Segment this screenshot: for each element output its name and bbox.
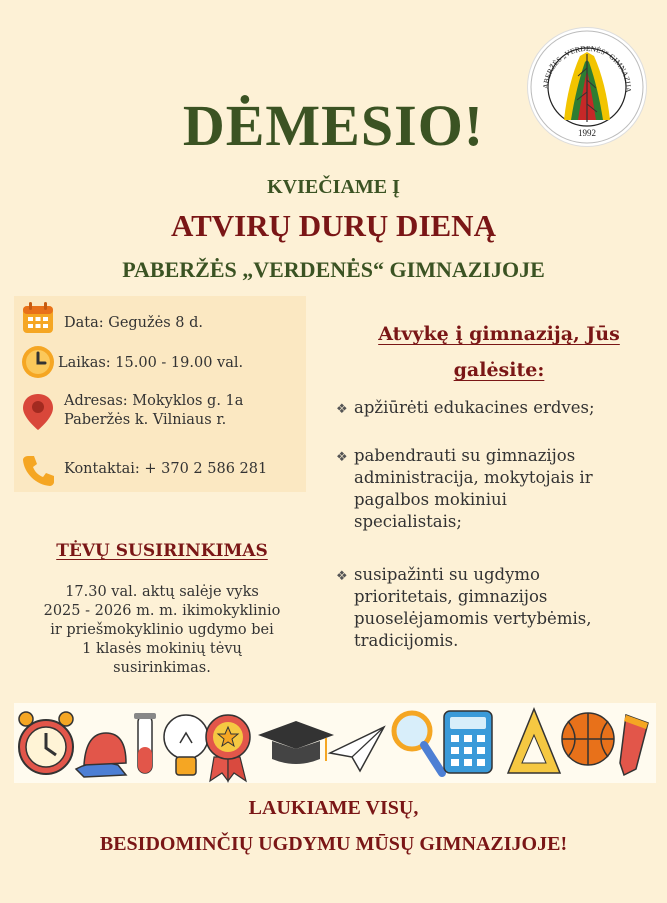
parents-meeting-text xyxy=(0,583,324,678)
diamond-bullet-icon: ❖ xyxy=(336,402,348,417)
page-title: DĖMESIO! xyxy=(182,93,485,158)
footer-line2: BESIDOMINČIŲ UGDYMU MŪSŲ GIMNAZIJOJE! xyxy=(99,833,568,855)
address-line1: Adresas: Mokyklos g. 1a xyxy=(64,393,244,409)
activities-heading xyxy=(334,316,664,388)
bullet-line: administracija, mokytojais ir xyxy=(354,468,593,487)
parents-line: susirinkimas. xyxy=(113,660,211,676)
medal-icon xyxy=(206,715,250,781)
parents-line: ir priešmokyklinio ugdymo bei xyxy=(50,622,274,638)
bullet-line: specialistais; xyxy=(354,512,462,531)
set-square-icon xyxy=(508,709,560,773)
time-text: Laikas: 15.00 - 19.00 val. xyxy=(58,355,244,371)
activities-heading-line1: Atvykę į gimnaziją, Jūs xyxy=(378,323,620,345)
bullet-line: pabendrauti su gimnazijos xyxy=(354,446,576,465)
calculator-icon xyxy=(444,711,492,773)
address-row xyxy=(20,392,243,432)
address-text xyxy=(64,392,243,430)
cap-icon xyxy=(76,733,126,777)
pencil-icon xyxy=(620,715,648,775)
light-bulb-icon xyxy=(164,715,208,775)
address-line2: Paberžės k. Vilniaus r. xyxy=(64,412,227,428)
test-tube-icon xyxy=(134,713,156,773)
info-panel xyxy=(14,296,306,492)
invite-text: KVIEČIAME Į xyxy=(267,176,400,198)
bullet-line: prioritetais, gimnazijos xyxy=(354,587,548,606)
school-supplies-strip xyxy=(14,703,656,783)
time-row xyxy=(20,344,243,380)
activity-bullet xyxy=(336,397,652,421)
date-row xyxy=(20,300,203,336)
paper-plane-icon xyxy=(330,727,384,771)
bullet-line: apžiūrėti edukacines erdves; xyxy=(354,398,595,417)
calendar-icon xyxy=(20,300,56,336)
date-text: Data: Gegužės 8 d. xyxy=(64,315,204,331)
diamond-bullet-icon: ❖ xyxy=(336,450,348,465)
activities-heading-line2: galėsite: xyxy=(453,359,545,381)
logo-year: 1992 xyxy=(578,128,596,138)
parents-meeting-title: TĖVŲ SUSIRINKIMAS xyxy=(56,541,268,561)
phone-icon xyxy=(20,452,56,488)
activity-bullet xyxy=(336,564,652,652)
graduation-cap-icon xyxy=(258,721,334,764)
activity-bullet xyxy=(336,445,652,533)
clock-icon xyxy=(20,344,56,380)
diamond-bullet-icon: ❖ xyxy=(336,569,348,584)
location-pin-icon xyxy=(20,392,56,432)
basketball-icon xyxy=(562,713,614,765)
parents-line: 17.30 val. aktų salėje vyks xyxy=(65,584,259,600)
event-title: ATVIRŲ DURŲ DIENĄ xyxy=(171,208,496,243)
parents-line: 2025 - 2026 m. m. ikimokyklinio xyxy=(43,603,281,619)
bullet-line: tradicijomis. xyxy=(354,631,459,650)
bullet-line: susipažinti su ugdymo xyxy=(354,565,540,584)
magnifier-icon xyxy=(394,713,442,773)
contacts-text: Kontaktai: + 370 2 586 281 xyxy=(64,461,268,477)
footer-line1: LAUKIAME VISŲ, xyxy=(248,797,419,819)
bullet-line: pagalbos mokiniui xyxy=(354,490,507,509)
parents-line: 1 klasės mokinių tėvų xyxy=(82,641,242,657)
logo-ring-text: ABERŽĖS „VERDENĖS“ GIMNAZIJA xyxy=(540,43,634,93)
alarm-clock-icon xyxy=(19,712,73,774)
school-name: PABERŽĖS „VERDENĖS“ GIMNAZIJOJE xyxy=(122,257,545,282)
bullet-line: puoselėjamomis vertybėmis, xyxy=(354,609,592,628)
contacts-row xyxy=(20,452,267,488)
